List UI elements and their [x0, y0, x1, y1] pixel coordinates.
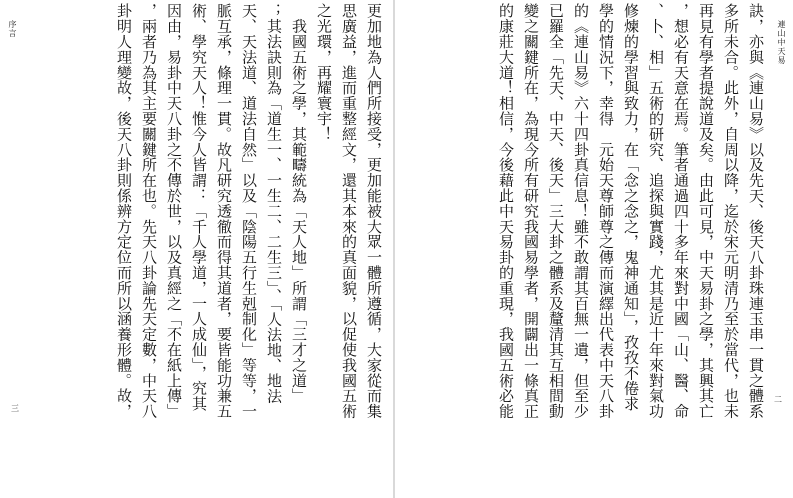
text-column: 我國五術之學，其範疇統為「天人地」所謂「三才之道」 [290, 3, 308, 404]
left-page-number: 三 [11, 404, 19, 413]
text-column: 變之關鍵所在，為現今所有研究我國易學者，開闢出一條真正 [522, 3, 540, 419]
left-running-head: 序言 [8, 20, 17, 38]
right-page-number: 二 [774, 395, 782, 404]
text-column: ，想必有天意在焉。筆者通過四十多年來對中國「山、醫、命 [672, 3, 690, 419]
text-column: 更加地為人們所接受，更加能被大眾一體所遵循，大家從而集 [365, 3, 383, 419]
text-column: 天、天法道、道法自然」以及「陰陽五行生剋制化」等等，一 [240, 3, 258, 419]
text-column: 的《連山易》六十四卦真信息！雖不敢謂其百無一遺，但至少 [572, 3, 590, 419]
text-column: 之光環，再耀寰宇！ [315, 3, 333, 142]
text-column: ，兩者乃為其主要關鍵所在也。先天八卦論先天定數，中天八 [140, 3, 158, 419]
text-column: 的康莊大道！相信，今後藉此中天易卦的重現，我國五術必能 [497, 3, 515, 419]
right-page-text [493, 3, 768, 419]
text-column: 思廣益，進而重整經文，還其本來的真面貌，以促使我國五術 [340, 3, 358, 419]
text-column: 已羅全「先天、中天、後天」三大卦之體系及釐清其互相間動 [547, 3, 565, 419]
text-column: 因由，易卦中天八卦之不傳於世，以及真經之「不在紙上傳」 [165, 3, 183, 419]
text-column: 多所未合。此外，自周以降，迄於宋元明清乃至於當代，也未 [722, 3, 740, 419]
left-page-text [111, 3, 386, 419]
text-column: 脈互承，條理一貫。故凡研究透徹而得其道者，要皆能功兼五 [215, 3, 233, 419]
text-column: 卦明人理變故，後天八卦則係辨方定位而所以涵養形體。故， [115, 3, 133, 419]
right-running-head: 連山中天易 [777, 20, 786, 65]
right-page [395, 0, 793, 498]
left-page [0, 0, 392, 498]
text-column: ；其法訣則為「道生一、一生二、二生三」、「人法地、地法 [265, 3, 283, 404]
text-column: 修煉的學習與致力，在「念之念之，鬼神通知」，孜孜不倦求 [622, 3, 640, 412]
text-column: 、卜、相」五術的研究、追探與實踐，尤其是近十年來對氣功 [647, 3, 665, 419]
text-column: 再見有學者提說道及矣。由此可見，中天易卦之學，其興其亡 [697, 3, 715, 419]
text-column: 學的情況下，幸得 元始天尊師尊之傳而演繹出代表中天八卦 [597, 3, 615, 419]
text-column: 術、學究天人！惟今人皆謂：「千人學道，一人成仙」，究其 [190, 3, 208, 412]
text-column: 訣，亦與《連山易》以及先天、後天八卦珠連玉串一貫之體系 [747, 3, 765, 419]
